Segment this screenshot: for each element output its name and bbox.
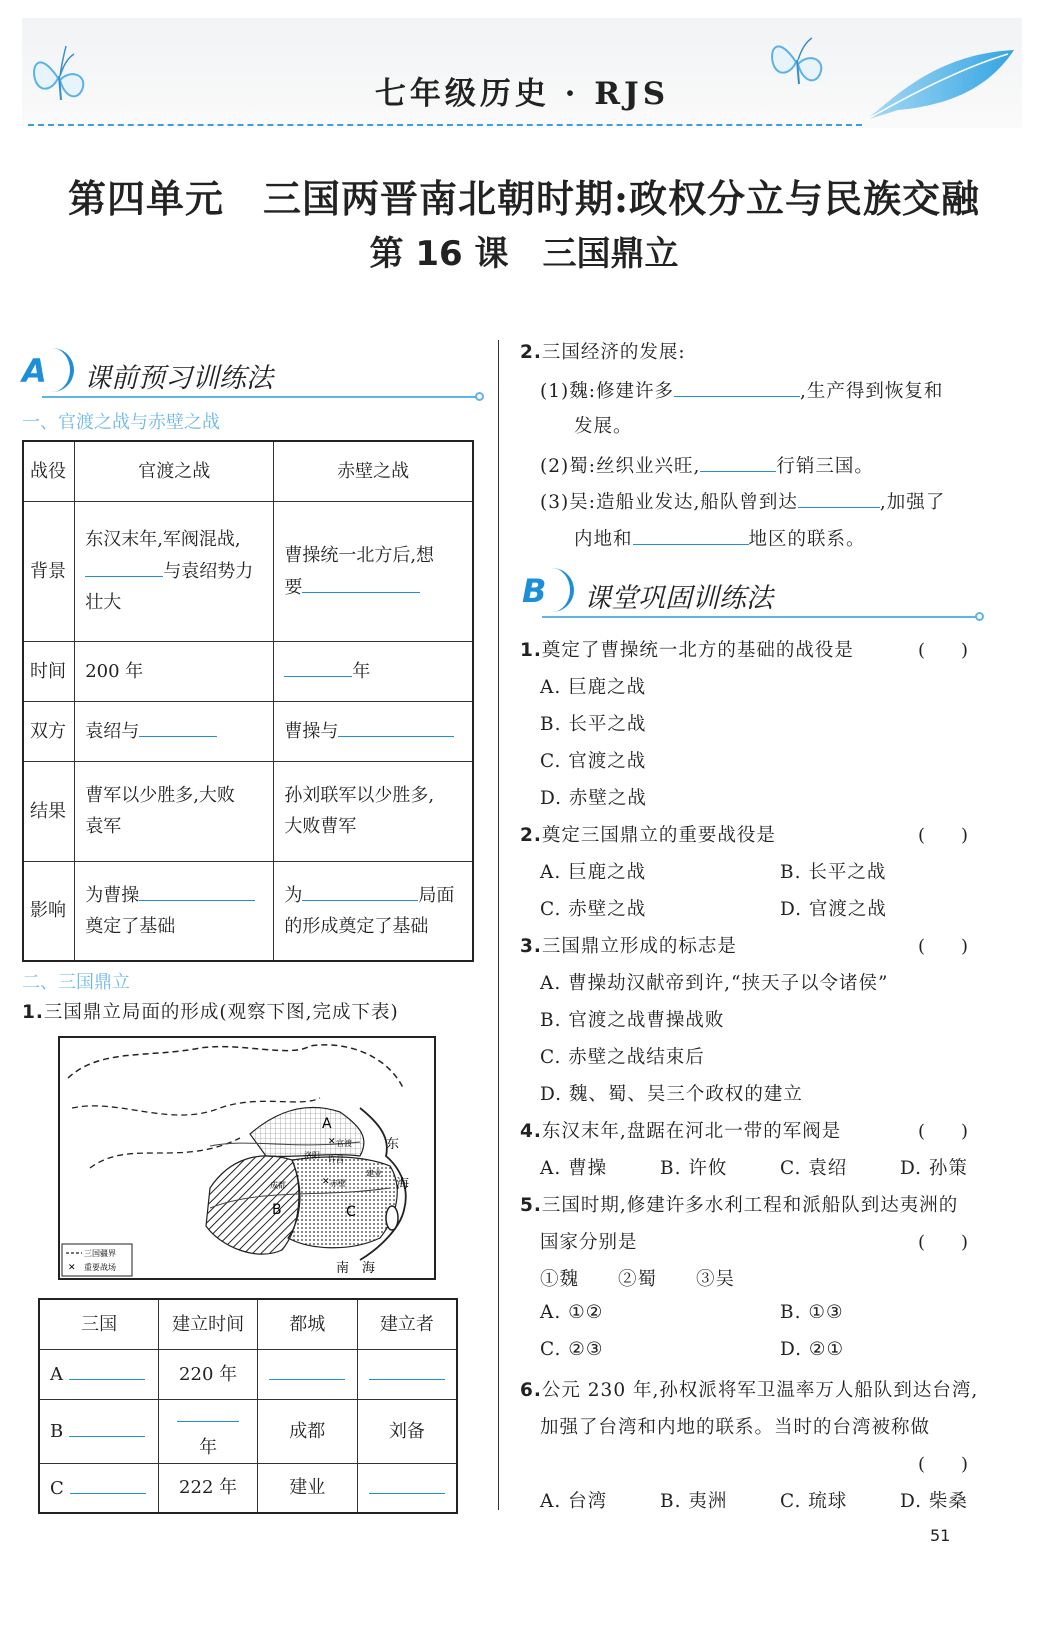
answer-line <box>540 486 945 514</box>
answer-line: 发展。 <box>574 416 633 437</box>
line-text: 地区的联系。 <box>748 529 866 550</box>
cell-text: 要 <box>284 576 303 598</box>
table-cell <box>75 761 274 861</box>
table-header-cell: 建立时间 <box>159 1299 258 1349</box>
column-divider <box>498 340 499 1510</box>
fill-blank[interactable] <box>302 571 420 593</box>
question-text: 三国经济的发展: <box>541 342 686 363</box>
option-b[interactable]: B. 官渡之战曹操战败 <box>540 1010 725 1031</box>
cell-text: 东汉末年,军阀混战, <box>85 529 241 550</box>
table-header-cell: 赤壁之战 <box>274 441 473 501</box>
cell-text: 年 <box>352 661 371 682</box>
fill-blank[interactable] <box>269 1358 345 1380</box>
fill-blank[interactable] <box>139 879 255 901</box>
option-a[interactable]: A. 台湾 <box>540 1491 608 1512</box>
line-text: (2)蜀:丝织业兴旺, <box>540 456 701 477</box>
option-b[interactable]: B. 夷洲 <box>660 1491 728 1512</box>
cell-text: 的形成奠定了基础 <box>284 916 429 938</box>
fill-blank[interactable] <box>70 1472 146 1494</box>
table-cell <box>257 1349 357 1399</box>
row-key: B <box>50 1421 64 1442</box>
map-label-guandu: 官渡 <box>336 1139 352 1148</box>
option-d[interactable]: D. 孙策 <box>900 1158 968 1179</box>
answer-paren[interactable]: ( ) <box>918 1232 969 1253</box>
answer-line <box>540 450 874 478</box>
question-number: 3. <box>520 936 542 957</box>
line-text: ,生产得到恢复和 <box>799 381 944 402</box>
table-cell <box>274 761 473 861</box>
line-text: ,加强了 <box>879 492 946 513</box>
fill-blank[interactable] <box>85 555 163 577</box>
table-cell <box>75 701 274 761</box>
answer-line <box>574 523 866 551</box>
cell-text: 局面 <box>418 885 455 907</box>
cell-text: 为曹操 <box>85 885 140 907</box>
row-key: 背景 <box>23 501 75 641</box>
question-text-cont: 加强了台湾和内地的联系。当时的台湾被称做 <box>540 1417 931 1438</box>
fill-blank[interactable] <box>69 1415 145 1437</box>
map-label-a: A <box>322 1116 332 1132</box>
section-a-header <box>22 346 482 402</box>
fill-blank[interactable] <box>798 486 880 508</box>
table-cell: 220 年 <box>159 1349 258 1399</box>
map-drawing <box>60 1038 434 1278</box>
option-b[interactable]: B. 许攸 <box>660 1158 728 1179</box>
header-dashed-rule <box>28 124 862 126</box>
question-stem <box>520 1376 978 1402</box>
answer-paren[interactable]: ( ) <box>918 825 969 846</box>
cell-text: 年 <box>199 1436 218 1458</box>
answer-paren[interactable]: ( ) <box>918 936 969 957</box>
line-text: 行销三国。 <box>776 456 874 477</box>
section-b-header <box>522 566 982 622</box>
battle-mark-icon: ✕ <box>68 1263 76 1273</box>
option-c[interactable]: C. ②③ <box>540 1339 604 1360</box>
question-text-cont: 国家分别是 <box>540 1232 638 1253</box>
option-c[interactable]: C. 琉球 <box>780 1491 848 1512</box>
question-1 <box>22 998 399 1024</box>
map-label-nanhai: 南 海 <box>336 1261 376 1276</box>
row-key: 结果 <box>23 761 75 861</box>
table-header-cell: 官渡之战 <box>75 441 274 501</box>
table-header-cell: 战役 <box>23 441 75 501</box>
battle-table <box>22 440 474 962</box>
cell-text: 孙刘联军以少胜多, <box>284 785 435 806</box>
table-cell: 成都 <box>257 1399 357 1463</box>
question-text: 奠定三国鼎立的重要战役是 <box>541 825 776 846</box>
line-text: (3)吴:造船业发达,船队曾到达 <box>540 492 798 513</box>
question-stem <box>520 636 854 662</box>
table-cell: 建业 <box>257 1463 357 1513</box>
question-text: 三国鼎立局面的形成(观察下图,完成下表) <box>43 1002 399 1023</box>
section-badge: A <box>22 352 47 390</box>
row-key: A <box>50 1364 63 1385</box>
question-sub: ①魏 ②蜀 ③吴 <box>540 1269 736 1290</box>
option-c[interactable]: C. 赤壁之战结束后 <box>540 1047 705 1068</box>
line-text: (1)魏:修建许多 <box>540 381 674 402</box>
table-cell <box>357 1349 457 1399</box>
page-header <box>22 18 1022 128</box>
section-badge: B <box>522 572 547 610</box>
option-d[interactable]: D. 柴桑 <box>900 1491 968 1512</box>
option-a[interactable]: A. 巨鹿之战 <box>540 677 647 698</box>
table-cell <box>274 701 473 761</box>
option-b[interactable]: B. 长平之战 <box>780 862 887 883</box>
cell-text: 为 <box>284 885 303 907</box>
map-label-hai: 海 <box>396 1177 410 1192</box>
cell-text: 袁军 <box>85 816 122 837</box>
option-d[interactable]: D. 官渡之战 <box>780 899 887 920</box>
option-b[interactable]: B. 长平之战 <box>540 714 647 735</box>
fill-blank[interactable] <box>633 523 749 545</box>
question-text: 公元 230 年,孙权派将军卫温率万人船队到达台湾, <box>541 1380 979 1401</box>
answer-paren[interactable]: ( ) <box>918 1121 969 1142</box>
question-stem <box>520 821 776 847</box>
page-number: 51 <box>930 1526 951 1545</box>
fill-blank[interactable] <box>69 1358 145 1380</box>
fill-blank[interactable] <box>338 715 454 737</box>
question-number: 2. <box>520 342 542 363</box>
section-dot <box>975 612 984 621</box>
fill-blank[interactable] <box>139 715 217 737</box>
section-label: 课前预习训练法 <box>84 363 273 394</box>
question-number: 4. <box>520 1121 542 1142</box>
table-cell <box>39 1399 159 1463</box>
question-stem <box>520 1191 958 1217</box>
row-key: 双方 <box>23 701 75 761</box>
table-cell <box>75 861 274 961</box>
table-cell <box>274 501 473 641</box>
question-text: 东汉末年,盘踞在河北一带的军阀是 <box>541 1121 842 1142</box>
map-label-b: B <box>272 1202 282 1218</box>
subheading: 二、三国鼎立 <box>22 972 130 993</box>
option-c[interactable]: C. 袁绍 <box>780 1158 848 1179</box>
row-key: 影响 <box>23 861 75 961</box>
map-label-jianye: 建业 <box>366 1169 382 1178</box>
unit-title: 第四单元 三国两晋南北朝时期:政权分立与民族交融 <box>67 176 981 221</box>
answer-line <box>540 375 943 403</box>
question-text: 三国时期,修建许多水利工程和派船队到达夷洲的 <box>541 1195 959 1216</box>
fill-blank[interactable] <box>284 655 352 677</box>
section-arc <box>44 348 74 392</box>
table-cell <box>75 501 274 641</box>
cell-text: 曹军以少胜多,大败 <box>85 785 235 806</box>
feather-icon <box>858 44 1018 124</box>
option-d[interactable]: D. ②① <box>780 1339 845 1360</box>
map-label-c: C <box>346 1204 356 1220</box>
question-stem <box>520 1117 841 1143</box>
table-cell <box>39 1463 159 1513</box>
map-label-chengdu: 成都 <box>270 1181 286 1190</box>
section-dot <box>475 392 484 401</box>
table-cell <box>39 1349 159 1399</box>
subheading: 一、官渡之战与赤壁之战 <box>22 412 220 433</box>
option-a[interactable]: A. 曹操 <box>540 1158 608 1179</box>
section-rule <box>542 616 982 618</box>
fill-blank[interactable] <box>700 450 776 472</box>
three-kingdoms-table <box>38 1298 458 1514</box>
option-c[interactable]: C. 官渡之战 <box>540 751 647 772</box>
section-label: 课堂巩固训练法 <box>584 583 773 614</box>
battle-mark-icon: ✕ <box>328 1137 336 1147</box>
fill-blank[interactable] <box>302 879 418 901</box>
table-header-cell: 都城 <box>257 1299 357 1349</box>
answer-paren[interactable]: ( ) <box>918 640 969 661</box>
cell-text: 大败曹军 <box>284 816 357 837</box>
section-arc <box>544 568 574 612</box>
option-d[interactable]: D. 赤壁之战 <box>540 788 647 809</box>
row-key: C <box>50 1477 64 1499</box>
question-number: 6. <box>520 1380 542 1401</box>
table-cell: 刘备 <box>357 1399 457 1463</box>
answer-paren[interactable]: ( ) <box>918 1454 969 1475</box>
cell-text: 奠定了基础 <box>85 916 176 938</box>
question-text: 奠定了曹操统一北方的基础的战役是 <box>541 640 854 661</box>
map-label-xuchang: 许昌 <box>328 1155 344 1164</box>
fill-blank[interactable] <box>369 1358 445 1380</box>
table-cell <box>274 861 473 961</box>
battle-mark-icon: ✕ <box>322 1177 330 1187</box>
table-cell <box>357 1463 457 1513</box>
map-label-chibi: 赤壁 <box>330 1179 346 1188</box>
question-2 <box>520 338 686 364</box>
option-b[interactable]: B. ①③ <box>780 1302 844 1323</box>
map-label-dong: 东 <box>386 1137 400 1152</box>
legend-border-label: 三国疆界 <box>84 1249 116 1258</box>
fill-blank[interactable] <box>369 1472 445 1494</box>
question-stem <box>520 932 737 958</box>
option-a[interactable]: A. 巨鹿之战 <box>540 862 647 883</box>
option-a[interactable]: A. 曹操劫汉献帝到许,“挟天子以令诸侯” <box>540 973 889 994</box>
row-key: 时间 <box>23 641 75 701</box>
question-number: 1. <box>22 1002 44 1023</box>
table-cell: 200 年 <box>75 641 274 701</box>
question-number: 2. <box>520 825 542 846</box>
table-header-cell: 建立者 <box>357 1299 457 1349</box>
cell-text: 与袁绍势力 <box>163 561 254 582</box>
option-a[interactable]: A. ①② <box>540 1302 604 1323</box>
question-number: 5. <box>520 1195 542 1216</box>
table-cell: 222 年 <box>159 1463 258 1513</box>
question-text: 三国鼎立形成的标志是 <box>541 936 737 957</box>
cell-text: 壮大 <box>85 592 122 613</box>
table-header-cell: 三国 <box>39 1299 159 1349</box>
cell-text: 曹操统一北方后,想 <box>284 544 435 566</box>
cell-text: 袁绍与 <box>85 721 140 742</box>
line-text: 内地和 <box>574 529 633 550</box>
section-rule <box>42 396 482 398</box>
three-kingdoms-map <box>58 1036 436 1280</box>
option-d[interactable]: D. 魏、蜀、吴三个政权的建立 <box>540 1084 803 1105</box>
question-number: 1. <box>520 640 542 661</box>
cell-text: 曹操与 <box>284 721 339 742</box>
fill-blank[interactable] <box>177 1400 239 1422</box>
lesson-title: 第 16 课 三国鼎立 <box>369 234 679 274</box>
map-label-luoyang: 洛阳 <box>304 1151 320 1160</box>
option-c[interactable]: C. 赤壁之战 <box>540 899 647 920</box>
legend-battle-label: 重要战场 <box>84 1263 116 1272</box>
butterfly-icon <box>766 22 830 94</box>
table-cell <box>159 1399 258 1463</box>
header-title: 七年级历史 · RJS <box>374 76 670 112</box>
fill-blank[interactable] <box>674 375 800 397</box>
table-cell <box>274 641 473 701</box>
